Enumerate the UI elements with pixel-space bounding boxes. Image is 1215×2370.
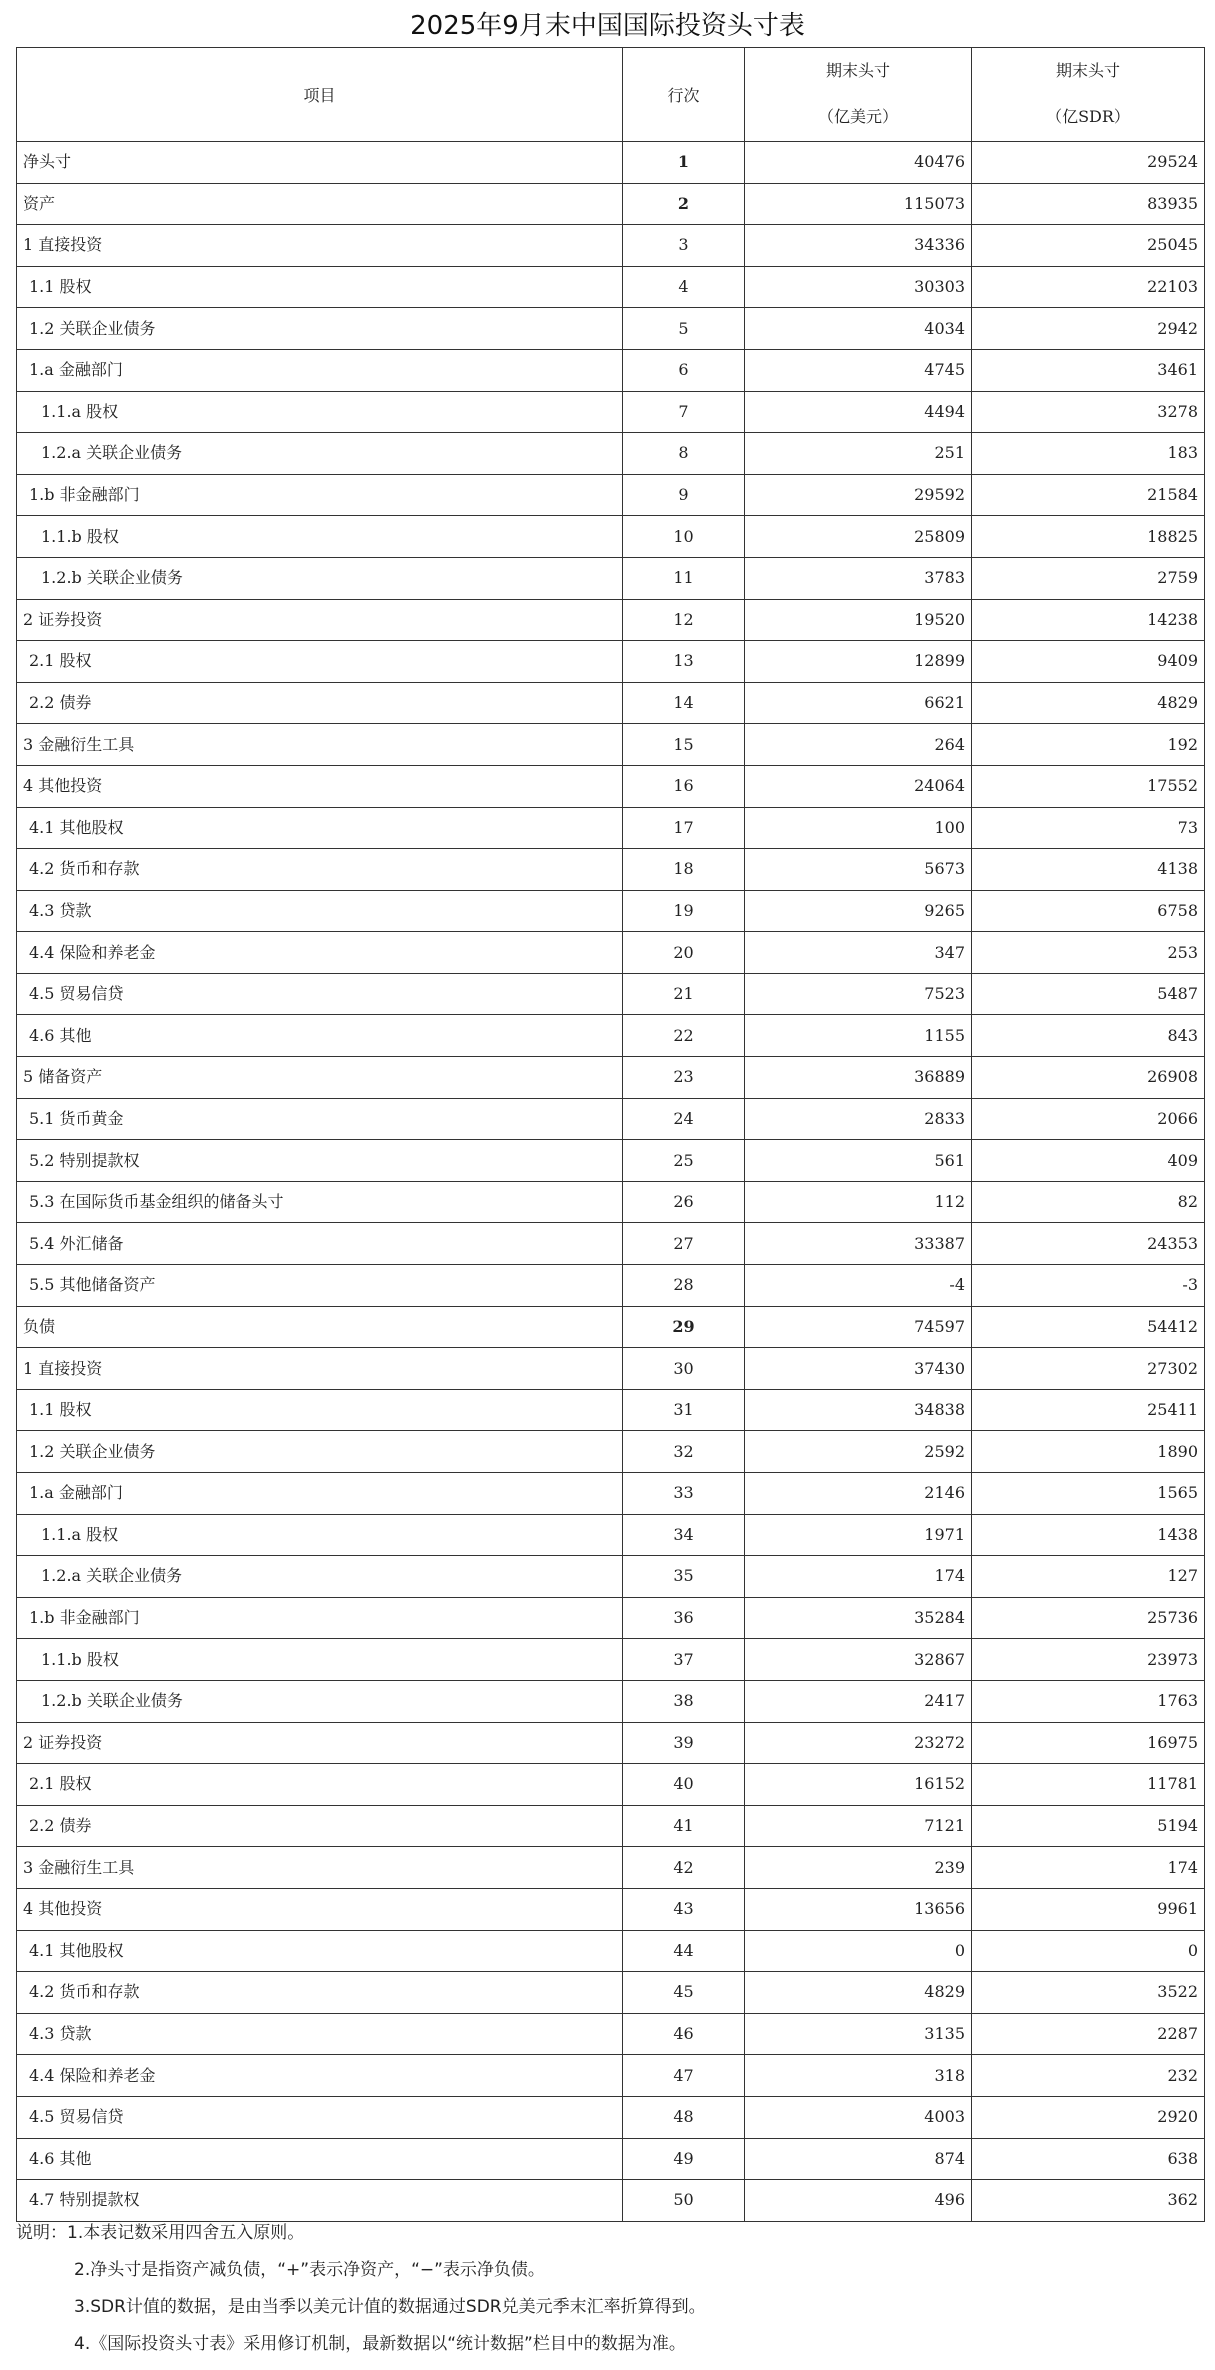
- value-usd: 4494: [745, 391, 972, 433]
- table-row: [17, 2096, 1205, 2138]
- header-usd: [745, 48, 972, 142]
- value-sdr: 1890: [972, 1431, 1205, 1473]
- row-number: 29: [623, 1306, 745, 1348]
- value-usd: 4034: [745, 308, 972, 350]
- value-sdr: 183: [972, 433, 1205, 475]
- row-label: 1.2.a 关联企业债务: [17, 1556, 623, 1598]
- value-usd: 23272: [745, 1722, 972, 1764]
- row-label: 2.1 股权: [17, 641, 623, 683]
- value-usd: 6621: [745, 682, 972, 724]
- row-label: 4.1 其他股权: [17, 1930, 623, 1972]
- value-usd: 4003: [745, 2096, 972, 2138]
- table-row: [17, 932, 1205, 974]
- value-sdr: -3: [972, 1265, 1205, 1307]
- table-row: [17, 2013, 1205, 2055]
- table-row: [17, 1223, 1205, 1265]
- value-sdr: 4829: [972, 682, 1205, 724]
- value-sdr: 1763: [972, 1680, 1205, 1722]
- value-sdr: 29524: [972, 142, 1205, 184]
- value-usd: 347: [745, 932, 972, 974]
- value-usd: 251: [745, 433, 972, 475]
- row-label: 4.5 贸易信贷: [17, 2096, 623, 2138]
- value-sdr: 6758: [972, 890, 1205, 932]
- row-number: 39: [623, 1722, 745, 1764]
- table-row: [17, 1847, 1205, 1889]
- value-sdr: 2066: [972, 1098, 1205, 1140]
- table-row: [17, 516, 1205, 558]
- table-row: [17, 1805, 1205, 1847]
- value-sdr: 82: [972, 1181, 1205, 1223]
- note-3: 3.SDR计值的数据，是由当季以美元计值的数据通过SDR兑美元季末汇率折算得到。: [74, 2297, 706, 2317]
- row-label: 负债: [17, 1306, 623, 1348]
- table-row: [17, 1140, 1205, 1182]
- table-row: [17, 1181, 1205, 1223]
- row-label: 1.b 非金融部门: [17, 1597, 623, 1639]
- value-sdr: 9961: [972, 1888, 1205, 1930]
- row-number: 14: [623, 682, 745, 724]
- table-row: [17, 1098, 1205, 1140]
- value-sdr: 3522: [972, 1972, 1205, 2014]
- row-label: 4.2 货币和存款: [17, 849, 623, 891]
- value-usd: 33387: [745, 1223, 972, 1265]
- value-usd: 74597: [745, 1306, 972, 1348]
- row-number: 17: [623, 807, 745, 849]
- row-label: 4.7 特别提款权: [17, 2180, 623, 2222]
- table-row: [17, 1722, 1205, 1764]
- header-row-number: 行次: [623, 48, 745, 142]
- row-number: 26: [623, 1181, 745, 1223]
- value-sdr: 1565: [972, 1473, 1205, 1515]
- table-row: [17, 1348, 1205, 1390]
- row-label: 4.6 其他: [17, 1015, 623, 1057]
- row-label: 5.1 货币黄金: [17, 1098, 623, 1140]
- row-label: 5.4 外汇储备: [17, 1223, 623, 1265]
- table-row: [17, 266, 1205, 308]
- iip-table: [16, 47, 1205, 2222]
- row-number: 42: [623, 1847, 745, 1889]
- note-2: 2.净头寸是指资产减负债，“+”表示净资产，“−”表示净负债。: [74, 2260, 545, 2280]
- row-label: 5 储备资产: [17, 1057, 623, 1099]
- table-row: [17, 1057, 1205, 1099]
- value-usd: 1155: [745, 1015, 972, 1057]
- table-row: [17, 1265, 1205, 1307]
- value-usd: 115073: [745, 183, 972, 225]
- row-number: 9: [623, 474, 745, 516]
- value-usd: 0: [745, 1930, 972, 1972]
- value-sdr: 11781: [972, 1764, 1205, 1806]
- value-sdr: 192: [972, 724, 1205, 766]
- row-label: 1.1.a 股权: [17, 391, 623, 433]
- value-sdr: 2287: [972, 2013, 1205, 2055]
- value-usd: 318: [745, 2055, 972, 2097]
- table-row: [17, 2055, 1205, 2097]
- value-usd: 3783: [745, 557, 972, 599]
- row-label: 1.a 金融部门: [17, 1473, 623, 1515]
- value-usd: 2592: [745, 1431, 972, 1473]
- row-number: 28: [623, 1265, 745, 1307]
- header-sdr: [972, 48, 1205, 142]
- table-row: [17, 1389, 1205, 1431]
- value-usd: 874: [745, 2138, 972, 2180]
- row-number: 49: [623, 2138, 745, 2180]
- table-header: [17, 48, 1205, 142]
- value-sdr: 362: [972, 2180, 1205, 2222]
- row-number: 21: [623, 973, 745, 1015]
- value-sdr: 17552: [972, 765, 1205, 807]
- value-sdr: 2920: [972, 2096, 1205, 2138]
- row-label: 4.5 贸易信贷: [17, 973, 623, 1015]
- value-sdr: 5487: [972, 973, 1205, 1015]
- row-number: 40: [623, 1764, 745, 1806]
- value-usd: 12899: [745, 641, 972, 683]
- table-row: [17, 1556, 1205, 1598]
- table-row: [17, 557, 1205, 599]
- value-sdr: 18825: [972, 516, 1205, 558]
- table-row: [17, 890, 1205, 932]
- row-number: 25: [623, 1140, 745, 1182]
- row-number: 44: [623, 1930, 745, 1972]
- value-usd: 36889: [745, 1057, 972, 1099]
- table-row: [17, 599, 1205, 641]
- value-sdr: 232: [972, 2055, 1205, 2097]
- notes: [16, 2215, 1204, 2363]
- value-sdr: 83935: [972, 183, 1205, 225]
- row-label: 1.1 股权: [17, 266, 623, 308]
- header-usd-line2: （亿美元）: [817, 107, 898, 126]
- value-sdr: 174: [972, 1847, 1205, 1889]
- row-number: 23: [623, 1057, 745, 1099]
- value-sdr: 14238: [972, 599, 1205, 641]
- value-usd: 16152: [745, 1764, 972, 1806]
- row-label: 1.b 非金融部门: [17, 474, 623, 516]
- row-label: 资产: [17, 183, 623, 225]
- table-row: [17, 1306, 1205, 1348]
- row-number: 5: [623, 308, 745, 350]
- row-label: 1.1 股权: [17, 1389, 623, 1431]
- table-row: [17, 682, 1205, 724]
- value-usd: 100: [745, 807, 972, 849]
- value-sdr: 1438: [972, 1514, 1205, 1556]
- row-label: 2 证券投资: [17, 599, 623, 641]
- table-row: [17, 1972, 1205, 2014]
- table-row: [17, 849, 1205, 891]
- row-number: 37: [623, 1639, 745, 1681]
- row-number: 6: [623, 349, 745, 391]
- row-label: 1.2.b 关联企业债务: [17, 557, 623, 599]
- row-number: 31: [623, 1389, 745, 1431]
- table-row: [17, 225, 1205, 267]
- table-row: [17, 1514, 1205, 1556]
- header-usd-line1: 期末头寸: [825, 61, 890, 80]
- row-label: 1.1.b 股权: [17, 1639, 623, 1681]
- row-number: 22: [623, 1015, 745, 1057]
- row-number: 2: [623, 183, 745, 225]
- table-row: [17, 1680, 1205, 1722]
- row-label: 5.2 特别提款权: [17, 1140, 623, 1182]
- row-label: 1.1.b 股权: [17, 516, 623, 558]
- table-row: [17, 1930, 1205, 1972]
- table-row: [17, 142, 1205, 184]
- value-usd: 29592: [745, 474, 972, 516]
- row-label: 1.a 金融部门: [17, 349, 623, 391]
- row-number: 12: [623, 599, 745, 641]
- row-label: 4.3 贷款: [17, 2013, 623, 2055]
- row-number: 30: [623, 1348, 745, 1390]
- table-row: [17, 1431, 1205, 1473]
- row-label: 2.2 债券: [17, 682, 623, 724]
- row-number: 10: [623, 516, 745, 558]
- value-sdr: 4138: [972, 849, 1205, 891]
- table-row: [17, 1888, 1205, 1930]
- value-usd: 19520: [745, 599, 972, 641]
- row-label: 1 直接投资: [17, 1348, 623, 1390]
- table-row: [17, 474, 1205, 516]
- value-sdr: 2759: [972, 557, 1205, 599]
- row-number: 50: [623, 2180, 745, 2222]
- value-sdr: 16975: [972, 1722, 1205, 1764]
- row-label: 4 其他投资: [17, 765, 623, 807]
- row-number: 33: [623, 1473, 745, 1515]
- row-number: 13: [623, 641, 745, 683]
- value-usd: 30303: [745, 266, 972, 308]
- row-number: 19: [623, 890, 745, 932]
- row-number: 15: [623, 724, 745, 766]
- row-number: 34: [623, 1514, 745, 1556]
- value-sdr: 25045: [972, 225, 1205, 267]
- table-row: [17, 308, 1205, 350]
- value-usd: 40476: [745, 142, 972, 184]
- row-label: 1.2 关联企业债务: [17, 308, 623, 350]
- row-label: 4.1 其他股权: [17, 807, 623, 849]
- value-sdr: 9409: [972, 641, 1205, 683]
- note-4: 4.《国际投资头寸表》采用修订机制，最新数据以“统计数据”栏目中的数据为准。: [74, 2334, 686, 2354]
- value-sdr: 0: [972, 1930, 1205, 1972]
- value-sdr: 23973: [972, 1639, 1205, 1681]
- row-label: 净头寸: [17, 142, 623, 184]
- value-sdr: 25411: [972, 1389, 1205, 1431]
- value-usd: 7523: [745, 973, 972, 1015]
- row-number: 45: [623, 1972, 745, 2014]
- header-item: 项目: [17, 48, 623, 142]
- value-usd: 2833: [745, 1098, 972, 1140]
- value-sdr: 5194: [972, 1805, 1205, 1847]
- row-number: 41: [623, 1805, 745, 1847]
- value-usd: 239: [745, 1847, 972, 1889]
- table-row: [17, 765, 1205, 807]
- table-row: [17, 724, 1205, 766]
- value-sdr: 3278: [972, 391, 1205, 433]
- row-label: 4.4 保险和养老金: [17, 2055, 623, 2097]
- row-label: 2.1 股权: [17, 1764, 623, 1806]
- value-usd: 2417: [745, 1680, 972, 1722]
- row-label: 4.4 保险和养老金: [17, 932, 623, 974]
- table-row: [17, 1473, 1205, 1515]
- row-number: 36: [623, 1597, 745, 1639]
- value-usd: 13656: [745, 1888, 972, 1930]
- header-sdr-line2: （亿SDR）: [1046, 107, 1130, 126]
- row-label: 3 金融衍生工具: [17, 724, 623, 766]
- value-sdr: 25736: [972, 1597, 1205, 1639]
- value-usd: 174: [745, 1556, 972, 1598]
- table-row: [17, 433, 1205, 475]
- row-number: 35: [623, 1556, 745, 1598]
- value-usd: 4829: [745, 1972, 972, 2014]
- value-usd: 4745: [745, 349, 972, 391]
- value-usd: 5673: [745, 849, 972, 891]
- value-sdr: 3461: [972, 349, 1205, 391]
- row-label: 1.2 关联企业债务: [17, 1431, 623, 1473]
- row-label: 1 直接投资: [17, 225, 623, 267]
- row-label: 1.2.a 关联企业债务: [17, 433, 623, 475]
- value-sdr: 26908: [972, 1057, 1205, 1099]
- value-sdr: 21584: [972, 474, 1205, 516]
- value-usd: 25809: [745, 516, 972, 558]
- value-sdr: 843: [972, 1015, 1205, 1057]
- page-title: 2025年9月末中国国际投资头寸表: [410, 11, 805, 41]
- value-sdr: 22103: [972, 266, 1205, 308]
- row-number: 32: [623, 1431, 745, 1473]
- row-label: 4 其他投资: [17, 1888, 623, 1930]
- row-number: 47: [623, 2055, 745, 2097]
- row-number: 24: [623, 1098, 745, 1140]
- value-usd: 9265: [745, 890, 972, 932]
- row-label: 4.2 货币和存款: [17, 1972, 623, 2014]
- value-usd: 24064: [745, 765, 972, 807]
- table-row: [17, 1597, 1205, 1639]
- table-row: [17, 807, 1205, 849]
- value-usd: 1971: [745, 1514, 972, 1556]
- table-row: [17, 391, 1205, 433]
- table-row: [17, 1764, 1205, 1806]
- value-usd: 34838: [745, 1389, 972, 1431]
- value-usd: -4: [745, 1265, 972, 1307]
- value-sdr: 54412: [972, 1306, 1205, 1348]
- value-usd: 496: [745, 2180, 972, 2222]
- row-number: 16: [623, 765, 745, 807]
- value-usd: 32867: [745, 1639, 972, 1681]
- row-number: 38: [623, 1680, 745, 1722]
- value-usd: 35284: [745, 1597, 972, 1639]
- value-sdr: 27302: [972, 1348, 1205, 1390]
- row-number: 43: [623, 1888, 745, 1930]
- row-number: 46: [623, 2013, 745, 2055]
- row-number: 7: [623, 391, 745, 433]
- table-row: [17, 1015, 1205, 1057]
- value-sdr: 253: [972, 932, 1205, 974]
- value-usd: 3135: [745, 2013, 972, 2055]
- row-label: 4.3 贷款: [17, 890, 623, 932]
- header-sdr-line1: 期末头寸: [1055, 61, 1120, 80]
- table-row: [17, 641, 1205, 683]
- row-number: 4: [623, 266, 745, 308]
- value-sdr: 2942: [972, 308, 1205, 350]
- row-label: 5.5 其他储备资产: [17, 1265, 623, 1307]
- value-usd: 37430: [745, 1348, 972, 1390]
- value-usd: 2146: [745, 1473, 972, 1515]
- value-sdr: 638: [972, 2138, 1205, 2180]
- value-usd: 112: [745, 1181, 972, 1223]
- value-sdr: 127: [972, 1556, 1205, 1598]
- table-row: [17, 2138, 1205, 2180]
- row-number: 48: [623, 2096, 745, 2138]
- value-sdr: 73: [972, 807, 1205, 849]
- value-sdr: 24353: [972, 1223, 1205, 1265]
- table-row: [17, 973, 1205, 1015]
- table-row: [17, 1639, 1205, 1681]
- row-label: 4.6 其他: [17, 2138, 623, 2180]
- row-label: 1.2.b 关联企业债务: [17, 1680, 623, 1722]
- value-usd: 561: [745, 1140, 972, 1182]
- row-label: 3 金融衍生工具: [17, 1847, 623, 1889]
- row-number: 3: [623, 225, 745, 267]
- value-sdr: 409: [972, 1140, 1205, 1182]
- row-number: 8: [623, 433, 745, 475]
- row-number: 18: [623, 849, 745, 891]
- row-label: 1.1.a 股权: [17, 1514, 623, 1556]
- row-number: 20: [623, 932, 745, 974]
- row-number: 27: [623, 1223, 745, 1265]
- table-body: [17, 142, 1205, 2222]
- value-usd: 34336: [745, 225, 972, 267]
- row-label: 5.3 在国际货币基金组织的储备头寸: [17, 1181, 623, 1223]
- row-label: 2 证券投资: [17, 1722, 623, 1764]
- note-1: 说明：1.本表记数采用四舍五入原则。: [16, 2223, 305, 2243]
- table-row: [17, 183, 1205, 225]
- row-number: 1: [623, 142, 745, 184]
- row-label: 2.2 债券: [17, 1805, 623, 1847]
- value-usd: 264: [745, 724, 972, 766]
- table-row: [17, 349, 1205, 391]
- row-number: 11: [623, 557, 745, 599]
- value-usd: 7121: [745, 1805, 972, 1847]
